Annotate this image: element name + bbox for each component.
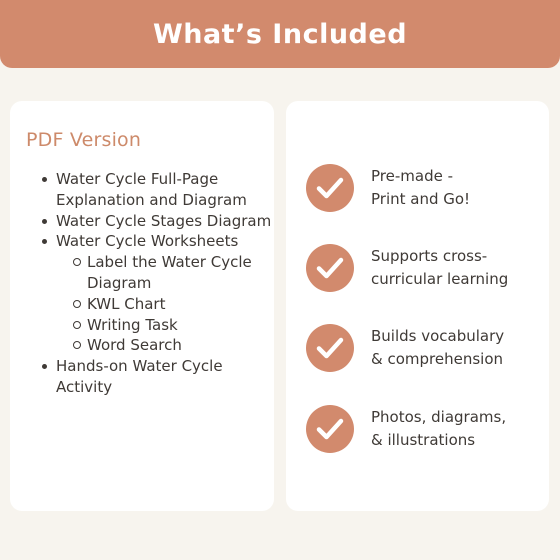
list-item-label: Water Cycle Stages Diagram [56,211,272,230]
feature-item [306,164,541,212]
feature-text [371,165,541,211]
list-item-label: Hands-on Water Cycle Activity [56,357,223,396]
list-item-label: Water Cycle Full-Page Explanation and Diagram [56,170,247,209]
feature-item [306,244,541,292]
sublist-item [87,252,274,294]
sublist-item-label: Label the Water Cycle Diagram [87,253,252,292]
sublist-item [87,315,274,336]
sublist-item [87,294,274,315]
feature-text [371,325,541,371]
feature-line: Pre-made - [371,167,453,185]
header-banner [0,0,560,68]
feature-line: & illustrations [371,431,476,449]
page-title: What’s Included [152,18,408,50]
feature-line: curricular learning [371,270,509,288]
feature-item [306,324,541,372]
sublist-item-label: KWL Chart [87,294,166,313]
sublist-item-label: Writing Task [87,315,178,334]
feature-item [306,405,541,453]
list-item [56,356,274,398]
feature-line: & comprehension [371,350,503,368]
list-item [56,211,274,232]
included-items-list [26,169,274,398]
check-circle-icon [306,164,354,212]
worksheets-sublist [56,252,274,356]
feature-text [371,406,541,452]
list-item [56,169,274,211]
check-circle-icon [306,405,354,453]
sublist-item [87,335,274,356]
feature-line: Supports cross- [371,247,488,265]
list-item [56,231,274,356]
features-card [286,101,549,511]
list-item-label: Water Cycle Worksheets [56,232,239,251]
sublist-item-label: Word Search [87,336,182,355]
feature-line: Photos, diagrams, [371,408,507,426]
check-circle-icon [306,324,354,372]
feature-line: Print and Go! [371,190,471,208]
check-circle-icon [306,244,354,292]
pdf-version-card [10,101,274,511]
feature-text [371,245,541,291]
feature-line: Builds vocabulary [371,327,505,345]
pdf-version-title: PDF Version [26,129,142,151]
